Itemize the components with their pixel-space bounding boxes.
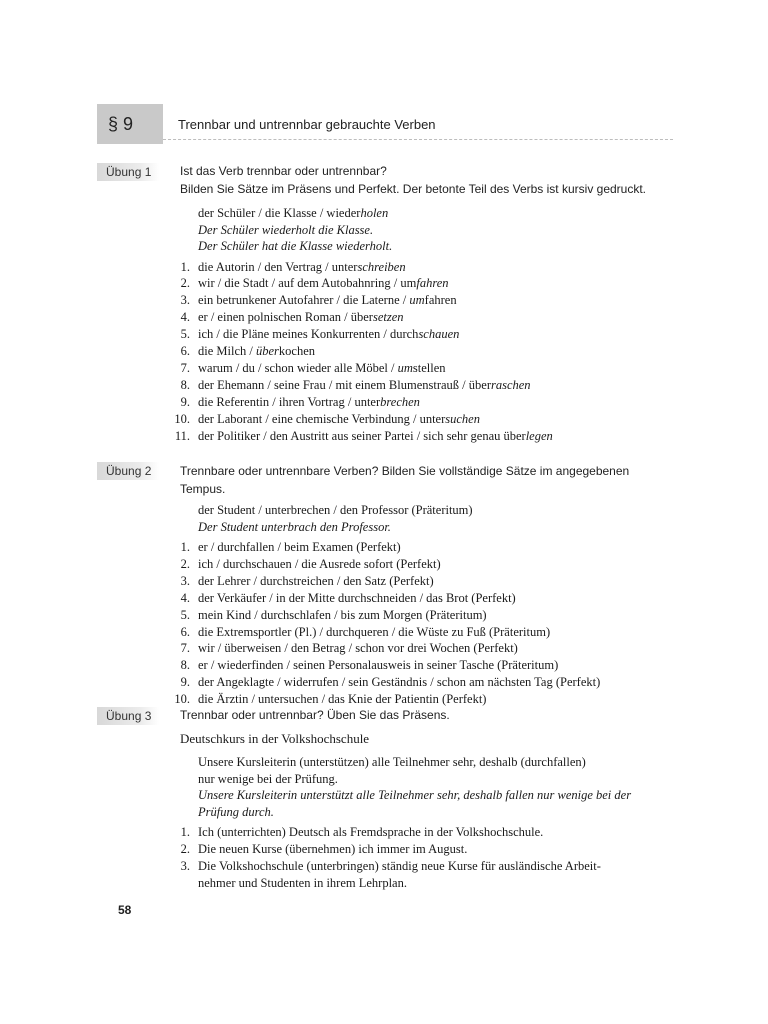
page-number: 58 bbox=[118, 903, 132, 917]
exercise-2-items bbox=[168, 539, 668, 708]
item-number: 8. bbox=[180, 377, 190, 392]
exercise-2-example bbox=[198, 502, 668, 535]
exercise-3-example bbox=[198, 754, 668, 820]
item-text: die Milch / bbox=[198, 344, 256, 359]
item-text: er / einen polnischen Roman / über bbox=[198, 310, 373, 325]
exercise-3-instruction: Trennbar oder untrennbar? Üben Sie das Präsens. bbox=[180, 708, 450, 722]
list-item bbox=[168, 657, 668, 674]
exercise-2-instruction: Trennbare oder untrennbare Verben? Bilden Sie vollständige Sätze im angegebenen Tempus. bbox=[180, 464, 630, 496]
item-text: der Ehemann / seine Frau / mit einem Blumenstrauß / über bbox=[198, 377, 491, 392]
exercise-1-label: Übung 1 bbox=[97, 163, 159, 181]
exercise-2 bbox=[168, 462, 668, 708]
item-number: 7. bbox=[180, 360, 190, 375]
item-stressed-part: um bbox=[409, 293, 425, 308]
item-text: ich / die Pläne meines Konkurrenten / durch bbox=[198, 327, 419, 342]
list-item bbox=[168, 394, 668, 411]
item-number: 4. bbox=[180, 310, 190, 325]
item-stressed-part: brechen bbox=[380, 394, 420, 409]
item-stressed-part: schauen bbox=[418, 327, 460, 342]
exercise-3 bbox=[168, 706, 668, 892]
item-number: 4. bbox=[180, 590, 190, 605]
list-item bbox=[168, 309, 668, 326]
item-text: die Autorin / den Vertrag / unter bbox=[198, 259, 358, 274]
item-number: 3. bbox=[180, 293, 190, 308]
item-text: Ich (unterrichten) Deutsch als Fremdsprache in der Volkshochschule. bbox=[198, 825, 544, 839]
item-text: der Angeklagte / widerrufen / sein Geständnis / schon am nächsten Tag (Perfekt) bbox=[198, 675, 601, 690]
example-answer-2: Der Schüler hat die Klasse wiederholt. bbox=[198, 239, 393, 253]
list-item bbox=[168, 590, 668, 607]
example-prompt: der Student / unterbrechen / den Professor (Präteritum) bbox=[198, 503, 473, 517]
item-number: 1. bbox=[180, 825, 190, 839]
item-text-continued: nehmer und Studenten in ihrem Lehrplan. bbox=[198, 875, 407, 890]
exercise-1-items bbox=[168, 259, 668, 445]
item-number: 5. bbox=[180, 327, 190, 342]
item-text: Die neuen Kurse (übernehmen) ich immer im August. bbox=[198, 841, 468, 856]
list-item bbox=[168, 428, 668, 445]
example-answer-line-1: Unsere Kursleiterin unterstützt alle Teilnehmer sehr, deshalb fallen nur wenige bei der bbox=[198, 788, 632, 802]
exercise-3-items bbox=[168, 824, 668, 892]
item-stressed-part: schreiben bbox=[357, 259, 406, 274]
item-number: 9. bbox=[180, 394, 190, 409]
item-text: er / durchfallen / beim Examen (Perfekt) bbox=[198, 540, 401, 554]
list-item bbox=[168, 360, 668, 377]
exercise-3-label: Übung 3 bbox=[97, 707, 159, 725]
item-number: 2. bbox=[180, 841, 190, 856]
list-item bbox=[168, 411, 668, 428]
item-text: der Politiker / den Austritt aus seiner Partei / sich sehr genau über bbox=[198, 428, 526, 443]
header-divider bbox=[163, 139, 673, 140]
item-text: mein Kind / durchschlafen / bis zum Morgen (Präteritum) bbox=[198, 607, 487, 622]
item-number: 6. bbox=[180, 624, 190, 639]
item-number: 10. bbox=[174, 692, 190, 707]
item-text-rest: kochen bbox=[278, 344, 316, 359]
list-item bbox=[168, 275, 668, 292]
list-item bbox=[168, 539, 668, 556]
list-item bbox=[168, 573, 668, 590]
item-stressed-part: raschen bbox=[490, 377, 531, 392]
item-number: 5. bbox=[180, 607, 190, 622]
example-answer-line-2: Prüfung durch. bbox=[198, 804, 274, 819]
item-text-rest: stellen bbox=[412, 360, 446, 375]
item-text: er / wiederfinden / seinen Personalausweis in seiner Tasche (Präteritum) bbox=[198, 658, 559, 673]
example-answer-1: Der Schüler wiederholt die Klasse. bbox=[198, 222, 374, 237]
item-text: der Lehrer / durchstreichen / den Satz (Perfekt) bbox=[198, 573, 434, 588]
item-number: 1. bbox=[180, 540, 190, 554]
item-stressed-part: über bbox=[255, 344, 279, 359]
item-text: die Extremsportler (Pl.) / durchqueren / die Wüste zu Fuß (Präteritum) bbox=[198, 624, 551, 639]
list-item bbox=[168, 858, 668, 892]
item-number: 3. bbox=[180, 573, 190, 588]
list-item bbox=[168, 640, 668, 657]
item-text: Die Volkshochschule (unterbringen) ständig neue Kurse für ausländische Arbeit- bbox=[198, 858, 601, 873]
list-item bbox=[168, 607, 668, 624]
item-text-rest: fahren bbox=[424, 293, 457, 308]
example-line-1: Unsere Kursleiterin (unterstützen) alle Teilnehmer sehr, deshalb (durchfallen) bbox=[198, 755, 586, 769]
example-prompt: der Schüler / die Klasse / wiederholen bbox=[198, 206, 389, 220]
item-number: 3. bbox=[180, 858, 190, 873]
item-number: 8. bbox=[180, 658, 190, 673]
section-number: § 9 bbox=[108, 114, 134, 134]
item-number: 7. bbox=[180, 641, 190, 656]
item-number: 10. bbox=[174, 411, 190, 426]
exercise-1 bbox=[168, 162, 668, 444]
item-text: wir / überweisen / den Betrag / schon vor drei Wochen (Perfekt) bbox=[198, 641, 518, 656]
list-item bbox=[168, 841, 668, 858]
item-stressed-part: legen bbox=[525, 428, 553, 443]
item-number: 2. bbox=[180, 276, 190, 291]
item-stressed-part: um bbox=[397, 360, 413, 375]
item-number: 1. bbox=[180, 259, 190, 274]
item-stressed-part: suchen bbox=[445, 411, 480, 426]
list-item bbox=[168, 259, 668, 276]
item-number: 9. bbox=[180, 675, 190, 690]
exercise-1-instruction-2: Bilden Sie Sätze im Präsens und Perfekt. Der betonte Teil des Verbs ist kursiv gedruckt. bbox=[180, 182, 647, 196]
item-text: der Laborant / eine chemische Verbindung / unter bbox=[198, 411, 446, 426]
exercise-3-subtitle: Deutschkurs in der Volkshochschule bbox=[180, 731, 370, 746]
item-stressed-part: setzen bbox=[372, 310, 404, 325]
example-line-2: nur wenige bei der Prüfung. bbox=[198, 771, 338, 786]
list-item bbox=[168, 674, 668, 691]
list-item bbox=[168, 824, 668, 841]
list-item bbox=[168, 624, 668, 641]
item-text: ich / durchschauen / die Ausrede sofort (Perfekt) bbox=[198, 556, 441, 571]
list-item bbox=[168, 556, 668, 573]
item-text: der Verkäufer / in der Mitte durchschneiden / das Brot (Perfekt) bbox=[198, 590, 516, 605]
item-number: 11. bbox=[174, 428, 190, 443]
exercise-2-label: Übung 2 bbox=[97, 462, 159, 480]
item-text: die Referentin / ihren Vortrag / unter bbox=[198, 394, 381, 409]
list-item bbox=[168, 377, 668, 394]
item-stressed-part: fahren bbox=[416, 276, 449, 291]
item-text: wir / die Stadt / auf dem Autobahnring / um bbox=[198, 276, 417, 291]
example-answer: Der Student unterbrach den Professor. bbox=[198, 519, 391, 534]
item-text: warum / du / schon wieder alle Möbel / bbox=[198, 360, 398, 375]
list-item bbox=[168, 343, 668, 360]
item-text: ein betrunkener Autofahrer / die Laterne / bbox=[198, 293, 410, 308]
chapter-title: Trennbar und untrennbar gebrauchte Verben bbox=[178, 117, 436, 132]
exercise-1-instruction-1: Ist das Verb trennbar oder untrennbar? bbox=[180, 164, 387, 178]
item-text: die Ärztin / untersuchen / das Knie der Patientin (Perfekt) bbox=[198, 692, 487, 707]
list-item bbox=[168, 326, 668, 343]
exercise-1-example bbox=[198, 205, 668, 255]
item-number: 2. bbox=[180, 556, 190, 571]
item-number: 6. bbox=[180, 344, 190, 359]
list-item bbox=[168, 292, 668, 309]
